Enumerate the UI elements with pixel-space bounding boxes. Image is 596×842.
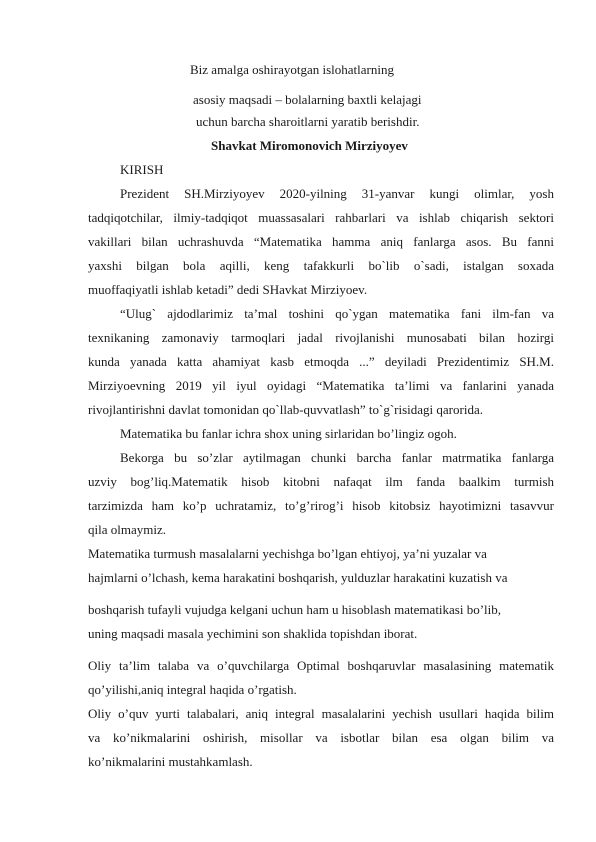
body-line: tarzimizda ham ko’p uchratamiz, to’g’rirog’i hisob kitobsiz hayotimizni tasavvur	[88, 498, 554, 513]
body-line: texnikaning zamonaviy tarmoqlari jadal rivojlanishi munosabati bilan hozirgi	[88, 330, 554, 345]
body-line: Matematika bu fanlar ichra shox uning sirlaridan bo’lingiz ogoh.	[120, 426, 457, 441]
body-line: Matematika turmush masalalarni yechishga bo’lgan ehtiyoj, ya’ni yuzalar va	[88, 546, 487, 561]
body-line: kunda yanada katta ahamiyat kasb etmoqda ...” deyiladi Prezidentimiz SH.M.	[88, 354, 554, 369]
body-line: tadqiqotchilar, ilmiy-tadqiqot muassasalari rahbarlari va ishlab chiqarish sektori	[88, 210, 554, 225]
body-line: Prezident SH.Mirziyoyev 2020-yilning 31-yanvar kungi olimlar, yosh	[120, 186, 554, 201]
body-line: Mirziyoevning 2019 yil iyul oyidagi “Matematika ta’limi va fanlarini yanada	[88, 378, 554, 393]
body-line: muoffaqiyatli ishlab ketadi” dedi SHavkat Mirziyoev.	[88, 282, 368, 297]
body-line: ko’nikmalarini mustahkamlash.	[88, 754, 253, 769]
body-line: uning maqsadi masala yechimini son shaklida topishdan iborat.	[88, 626, 418, 641]
epigraph-author: Shavkat Miromonovich Mirziyoyev	[211, 138, 408, 153]
epigraph-line-1: Biz amalga oshirayotgan islohatlarning	[190, 62, 394, 77]
body-line: va ko’nikmalarini oshirish, misollar va isbotlar bilan esa olgan bilim va	[88, 730, 554, 745]
body-line: qila olmaymiz.	[88, 522, 166, 537]
body-line: “Ulug` ajdodlarimiz ta’mal toshini qo`ygan matematika fani ilm-fan va	[120, 306, 554, 321]
section-heading: KIRISH	[120, 162, 164, 177]
body-line: boshqarish tufayli vujudga kelgani uchun ham u hisoblash matematikasi bo’lib,	[88, 602, 502, 617]
body-line: Oliy ta’lim talaba va o’quvchilarga Optimal boshqaruvlar masalasining matematik	[88, 658, 554, 673]
body-line: yaxshi bilgan bola aqilli, keng tafakkurli bo`lib o`sadi, istalgan soxada	[88, 258, 554, 273]
epigraph-line-3: uchun barcha sharoitlarni yaratib berishdir.	[196, 114, 420, 129]
body-line: Bekorga bu so’zlar aytilmagan chunki barcha fanlar matrmatika fanlarga	[120, 450, 554, 465]
epigraph-line-2: asosiy maqsadi – bolalarning baxtli kelajagi	[193, 92, 422, 107]
body-line: uzviy bog’liq.Matematik hisob kitobni nafaqat ilm fanda baalkim turmish	[88, 474, 554, 489]
body-line: Oliy o’quv yurti talabalari, aniq integral masalalarini yechish usullari haqida bilim	[88, 706, 554, 721]
body-line: qo’yilishi,aniq integral haqida o’rgatish.	[88, 682, 297, 697]
body-line: rivojlantirishni davlat tomonidan qo`llab-quvvatlash” to`g`risidagi qarorida.	[88, 402, 483, 417]
body-line: hajmlarni o’lchash, kema harakatini boshqarish, yulduzlar harakatini kuzatish va	[88, 570, 508, 585]
body-line: vakillari bilan uchrashuvda “Matematika hamma aniq fanlarga asos. Bu fanni	[88, 234, 554, 249]
